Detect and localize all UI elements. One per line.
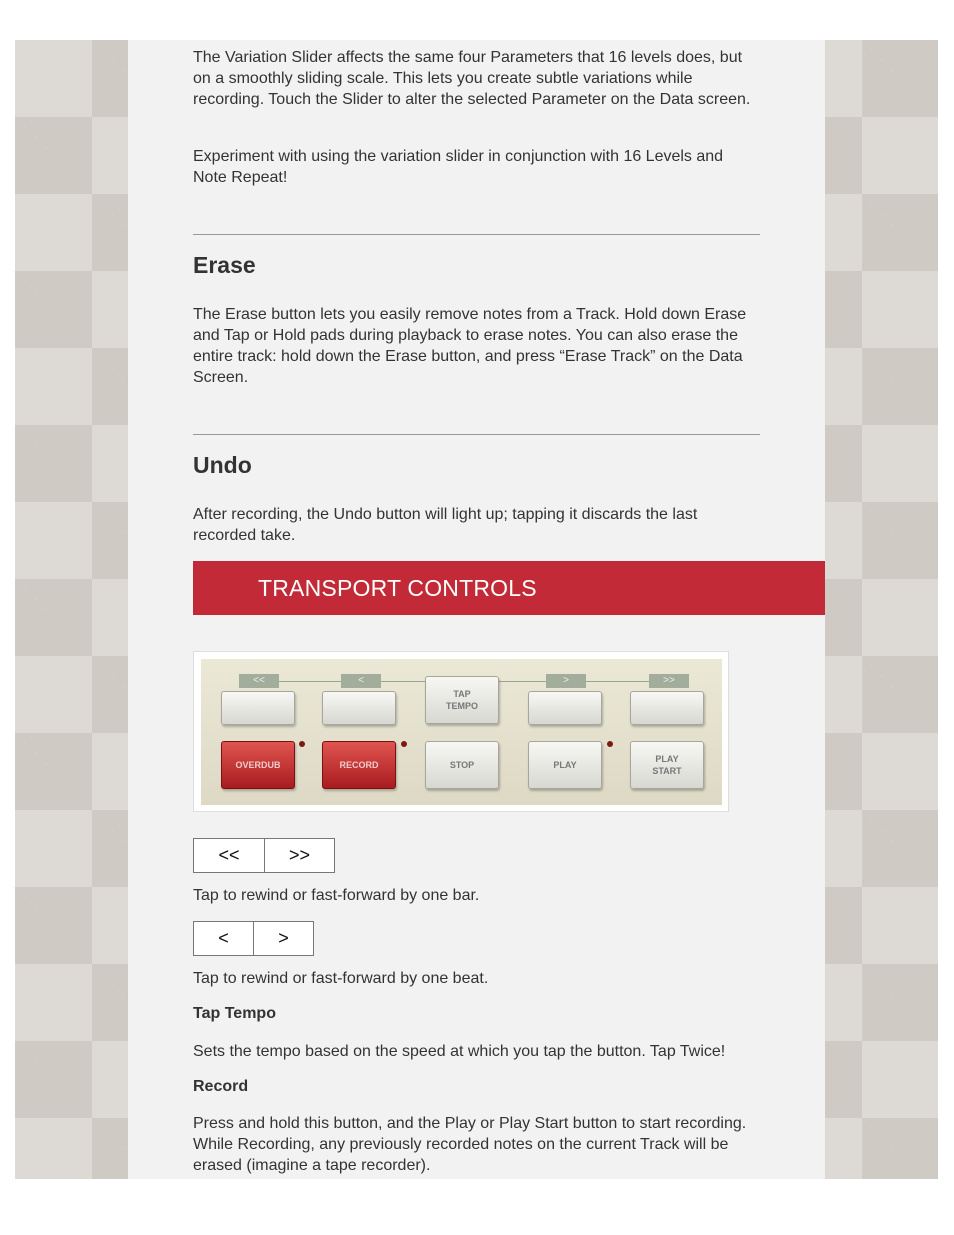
record-led — [401, 741, 407, 747]
variation-paragraph-1: The Variation Slider affects the same four Parameters that 16 levels does, but on a smoothly sliding scale. This lets you create subtle variations while recording. Touch the Slider to alter the selected Parameter on the Data screen. — [193, 49, 751, 108]
rewind-bar-tag: << — [239, 674, 279, 688]
forward-bar-key: >> — [265, 839, 335, 873]
forward-beat-hw-button — [528, 691, 602, 725]
forward-bar-hw-button — [630, 691, 704, 725]
overdub-hw-button: OVERDUB — [221, 741, 295, 789]
undo-heading: Undo — [193, 452, 252, 478]
beat-description: Tap to rewind or fast-forward by one beat. — [193, 970, 489, 987]
forward-beat-tag: > — [546, 674, 586, 688]
banner-title: TRANSPORT CONTROLS — [258, 575, 537, 601]
record-heading: Record — [193, 1078, 249, 1095]
bar-description: Tap to rewind or fast-forward by one bar. — [193, 887, 480, 904]
overdub-led — [299, 741, 305, 747]
undo-paragraph: After recording, the Undo button will light up; tapping it discards the last recorded take. — [193, 506, 698, 544]
rewind-beat-key: < — [194, 922, 254, 956]
device-panel — [201, 659, 722, 805]
beat-keys-table — [193, 921, 314, 956]
record-hw-button: RECORD — [322, 741, 396, 789]
record-description: Press and hold this button, and the Play or Play Start button to start recording. While Recording, any previously recorded notes on the current Track will be erased (imagine a tape recorder). — [193, 1115, 747, 1174]
section-divider — [193, 434, 760, 435]
bar-keys-table — [193, 838, 335, 873]
tap-tempo-description: Sets the tempo based on the speed at which you tap the button. Tap Twice! — [193, 1043, 726, 1060]
transport-controls-banner — [193, 561, 825, 615]
play-start-hw-button: PLAY START — [630, 741, 704, 789]
forward-bar-tag: >> — [649, 674, 689, 688]
rewind-bar-hw-button — [221, 691, 295, 725]
erase-heading: Erase — [193, 252, 256, 278]
rewind-beat-tag: < — [341, 674, 381, 688]
play-hw-button: PLAY — [528, 741, 602, 789]
erase-paragraph: The Erase button lets you easily remove notes from a Track. Hold down Erase and Tap or Hold pads during playback to erase notes. You can also erase the entire track: hold down the Erase button, and press “Erase Track” on the Data Screen. — [193, 306, 747, 386]
rewind-bar-key: << — [194, 839, 265, 873]
play-led — [607, 741, 613, 747]
forward-beat-key: > — [254, 922, 314, 956]
tap-tempo-hw-button: TAP TEMPO — [425, 676, 499, 724]
document-page — [128, 40, 825, 1179]
rewind-beat-hw-button — [322, 691, 396, 725]
transport-controls-image — [193, 651, 729, 812]
variation-paragraph-2: Experiment with using the variation slider in conjunction with 16 Levels and Note Repeat! — [193, 148, 724, 186]
tap-tempo-heading: Tap Tempo — [193, 1005, 276, 1022]
section-divider — [193, 234, 760, 235]
stop-hw-button: STOP — [425, 741, 499, 789]
